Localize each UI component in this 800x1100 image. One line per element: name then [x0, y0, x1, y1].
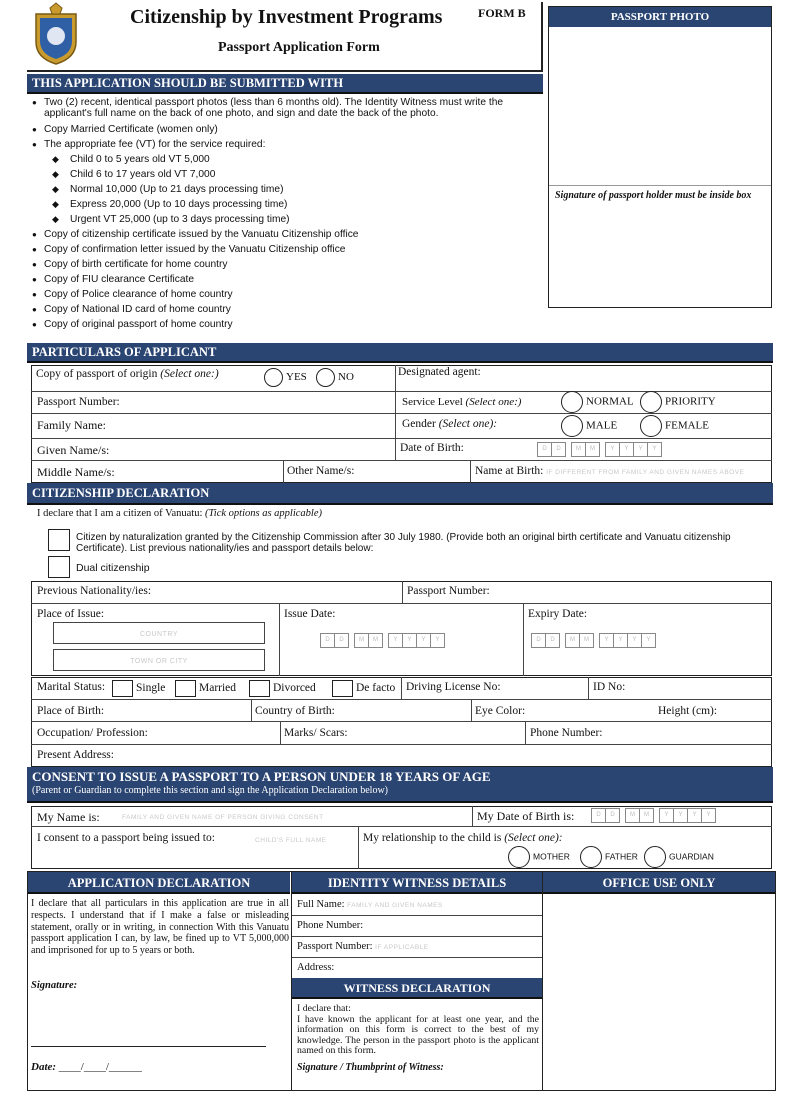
- citizenship-header: [27, 483, 773, 505]
- marks-label: Marks/ Scars:: [284, 727, 348, 739]
- prev-passport-label: Passport Number:: [407, 585, 490, 597]
- father-label: FATHER: [605, 851, 638, 862]
- phone-label: Phone Number:: [530, 727, 603, 739]
- col-divider-i: [588, 677, 589, 699]
- date-digit-box[interactable]: Y: [687, 808, 702, 823]
- name-at-birth-hint: IF DIFFERENT FROM FAMILY AND GIVEN NAMES ABOVE: [546, 469, 745, 476]
- prev-nationality-label: Previous Nationality/ies:: [37, 585, 152, 597]
- office-header: [543, 872, 775, 894]
- service-priority[interactable]: [640, 391, 716, 413]
- date-digit-box[interactable]: Y: [402, 633, 417, 648]
- row-divider-2: [31, 413, 772, 414]
- date-digit-box[interactable]: D: [545, 633, 560, 648]
- service-level-field: [402, 396, 521, 408]
- row-divider-4: [31, 460, 772, 461]
- country-hint: COUNTRY: [140, 631, 178, 638]
- witness-address-field[interactable]: [297, 962, 334, 973]
- row-divider-7: [31, 721, 772, 722]
- date-digit-box[interactable]: Y: [701, 808, 716, 823]
- witness-title: IDENTITY WITNESS DETAILS: [327, 876, 507, 890]
- present-address-label: Present Address:: [37, 749, 114, 761]
- signature-line[interactable]: [31, 1046, 266, 1047]
- witness-signature-label: Signature / Thumbprint of Witness:: [297, 1062, 444, 1073]
- date-digit-box[interactable]: D: [531, 633, 546, 648]
- date-digit-box[interactable]: D: [591, 808, 606, 823]
- particulars-header: [27, 343, 773, 363]
- eye-color-field[interactable]: [475, 705, 525, 717]
- place-of-issue-label: Place of Issue:: [37, 608, 105, 620]
- designated-agent-label: Designated agent:: [398, 366, 481, 378]
- height-label: Height (cm):: [658, 705, 718, 717]
- middle-names-field[interactable]: [37, 465, 115, 480]
- place-of-issue-field: [37, 608, 104, 620]
- col-divider-q: [542, 872, 543, 1090]
- middle-names-label: Middle Name/s:: [37, 465, 115, 479]
- date-digit-box[interactable]: M: [585, 442, 600, 457]
- date-digit-box[interactable]: D: [537, 442, 552, 457]
- height-field[interactable]: [658, 705, 717, 717]
- header-frame-right: [541, 2, 544, 72]
- date-digit-box[interactable]: M: [579, 633, 594, 648]
- relationship-father[interactable]: [580, 846, 638, 868]
- my-dob-boxes[interactable]: [591, 808, 715, 823]
- my-name-hint: FAMILY AND GIVEN NAME OF PERSON GIVING CONSENT: [122, 814, 324, 821]
- id-no-label: ID No:: [593, 681, 626, 693]
- relationship-select-hint: (Select one):: [504, 832, 563, 844]
- relationship-mother[interactable]: [508, 846, 570, 868]
- row-divider-9: [31, 826, 772, 827]
- dob-date-boxes[interactable]: [537, 442, 661, 457]
- expiry-date-label: Expiry Date:: [528, 608, 588, 620]
- col-divider-f: [279, 603, 280, 676]
- col-divider-n: [472, 806, 473, 826]
- requirements-header: [27, 74, 543, 94]
- row-divider-5: [31, 603, 772, 604]
- gender-select-hint: (Select one):: [438, 418, 498, 430]
- child-name-hint: CHILD'S FULL NAME: [255, 837, 327, 844]
- guardian-label: GUARDIAN: [669, 851, 714, 862]
- date-digit-box[interactable]: M: [565, 633, 580, 648]
- signature-note: Signature of passport holder must be inside box: [555, 190, 752, 201]
- my-dob-label: My Date of Birth is:: [477, 809, 575, 823]
- witness-phone-field[interactable]: [297, 920, 363, 931]
- date-digit-box[interactable]: Y: [605, 442, 620, 457]
- marital-married[interactable]: [175, 680, 236, 697]
- citizenship-intro: [37, 508, 322, 519]
- col-divider-h: [401, 677, 402, 699]
- marital-defacto[interactable]: [332, 680, 395, 697]
- phone-field[interactable]: [530, 727, 603, 739]
- female-label: FEMALE: [665, 419, 709, 432]
- gender-female[interactable]: [640, 415, 709, 437]
- witness-decl-title: WITNESS DECLARATION: [343, 981, 491, 995]
- row-divider-6: [31, 699, 772, 700]
- family-name-field[interactable]: [37, 418, 106, 433]
- requirement-item: ◆ Child 6 to 17 years old VT 7,000: [30, 167, 548, 182]
- dob-label: Date of Birth:: [400, 442, 464, 454]
- driving-license-label: Driving License No:: [406, 681, 501, 693]
- prev-passport-field[interactable]: [407, 585, 490, 597]
- particulars-title: PARTICULARS OF APPLICANT: [32, 344, 217, 359]
- present-address-field[interactable]: [37, 749, 114, 761]
- witness-phone-label: Phone Number:: [297, 920, 364, 931]
- row-divider-12: [292, 957, 542, 958]
- dual-citizenship-checkbox[interactable]: [48, 556, 70, 578]
- citizenship-intro-text: I declare that I am a citizen of Vanuatu:: [37, 508, 203, 519]
- date-digit-box[interactable]: Y: [388, 633, 403, 648]
- date-digit-box[interactable]: D: [334, 633, 349, 648]
- town-hint: TOWN OR CITY: [130, 658, 188, 665]
- place-of-birth-label: Place of Birth:: [37, 705, 105, 717]
- single-label: Single: [136, 682, 166, 695]
- witness-name-label: Full Name:: [297, 899, 345, 910]
- driving-license-field[interactable]: [406, 681, 501, 693]
- consent-title: CONSENT TO ISSUE A PASSPORT TO A PERSON UNDER 18 YEARS OF AGE: [32, 769, 491, 784]
- no-radio[interactable]: [316, 368, 335, 387]
- col-divider-a: [395, 365, 396, 438]
- yes-radio[interactable]: [264, 368, 283, 387]
- requirement-item: ● Copy of original passport of home country: [30, 317, 548, 332]
- citizenship-title: CITIZENSHIP DECLARATION: [32, 485, 210, 500]
- row-divider-8: [31, 744, 772, 745]
- requirements-list: [30, 97, 548, 332]
- date-digit-box[interactable]: M: [354, 633, 369, 648]
- consent-child-label: I consent to a passport being issued to:: [37, 832, 215, 844]
- col-divider-m: [525, 721, 526, 744]
- service-level-label: Service Level: [402, 396, 463, 408]
- form-label: FORM B: [478, 6, 526, 20]
- passport-number-field[interactable]: [37, 396, 120, 408]
- family-name-label: Family Name:: [37, 418, 106, 432]
- other-names-label: Other Name/s:: [287, 465, 355, 477]
- passport-number-label: Passport Number:: [37, 396, 120, 408]
- marital-single[interactable]: [112, 680, 165, 697]
- marks-field[interactable]: [284, 727, 348, 739]
- copy-passport-yes[interactable]: [264, 368, 307, 387]
- issue-date-field: [284, 608, 335, 620]
- row-divider-3: [31, 438, 772, 439]
- consent-header: [27, 767, 773, 803]
- requirement-item: ● Copy of National ID card of home country: [30, 302, 548, 317]
- date-digit-box[interactable]: M: [368, 633, 383, 648]
- date-digit-box[interactable]: Y: [619, 442, 634, 457]
- prev-nationality-field[interactable]: [37, 585, 151, 597]
- witness-passport-hint: IF APPLICABLE: [375, 944, 429, 951]
- requirement-item: ● Two (2) recent, identical passport photos (less than 6 months old). The Identity Witness must write the applicant's full name on the back of one photo, and sign and date the back of the photo.: [30, 97, 548, 119]
- naturalization-checkbox[interactable]: [48, 529, 70, 551]
- name-at-birth-field[interactable]: [475, 465, 744, 477]
- citizenship-intro-hint: (Tick options as applicable): [205, 508, 322, 519]
- expiry-date-field: [528, 608, 587, 620]
- date-digit-box[interactable]: Y: [430, 633, 445, 648]
- witness-decl-text: I declare that: I have known the applicant for at least one year, and the information on this form is correct to the best of my knowledge. The person in the passport photo is the applicant named on this form.: [297, 1003, 539, 1056]
- office-title: OFFICE USE ONLY: [602, 876, 716, 890]
- my-dob-field: [477, 809, 574, 824]
- defacto-label: De facto: [356, 682, 396, 695]
- gender-label: Gender: [402, 418, 436, 430]
- relationship-label: My relationship to the child is: [363, 832, 502, 844]
- date-digit-box[interactable]: M: [639, 808, 654, 823]
- requirements-title: THIS APPLICATION SHOULD BE SUBMITTED WITH: [32, 75, 344, 90]
- witness-name-field[interactable]: [297, 899, 443, 910]
- dob-field: [400, 442, 464, 454]
- no-label: NO: [338, 371, 354, 384]
- declaration-header: [28, 872, 290, 894]
- designated-agent-field[interactable]: [398, 366, 481, 378]
- signature-divider: [549, 185, 771, 186]
- col-divider-g: [523, 603, 524, 676]
- row-divider-10: [292, 915, 542, 916]
- date-digit-box[interactable]: Y: [613, 633, 628, 648]
- date-digit-box[interactable]: Y: [673, 808, 688, 823]
- row-divider-11: [292, 936, 542, 937]
- witness-address-label: Address:: [297, 962, 335, 973]
- witness-name-hint: FAMILY AND GIVEN NAMES: [347, 902, 443, 909]
- requirement-item: ● The appropriate fee (VT) for the service required:: [30, 137, 548, 152]
- witness-decl-header: [292, 978, 542, 999]
- service-select-hint: (Select one:): [465, 396, 522, 408]
- date-digit-box[interactable]: M: [571, 442, 586, 457]
- consent-child-field[interactable]: [37, 832, 215, 844]
- date-digit-box[interactable]: D: [320, 633, 335, 648]
- country-of-birth-label: Country of Birth:: [255, 705, 335, 717]
- other-names-field[interactable]: [287, 465, 354, 477]
- col-divider-d: [470, 460, 471, 483]
- col-divider-b: [395, 438, 396, 460]
- header-frame: [27, 70, 543, 73]
- dual-citizenship-label: Dual citizenship: [76, 562, 150, 574]
- marital-status-label: Marital Status:: [37, 681, 106, 693]
- page-title: Citizenship by Investment Programs: [130, 6, 443, 28]
- page-subtitle: Passport Application Form: [218, 40, 380, 55]
- requirement-item: ● Copy of FIU clearance Certificate: [30, 272, 548, 287]
- requirement-item: ◆ Child 0 to 5 years old VT 5,000: [30, 152, 548, 167]
- gender-field: [402, 418, 497, 430]
- passport-photo-box[interactable]: [548, 6, 772, 308]
- date-digit-box[interactable]: D: [551, 442, 566, 457]
- copy-passport-label: Copy of passport of origin: [36, 368, 158, 380]
- given-names-label: Given Name/s:: [37, 443, 110, 457]
- col-divider-c: [283, 460, 284, 483]
- declaration-title: APPLICATION DECLARATION: [67, 876, 251, 890]
- date-blank: ____/____/______: [58, 1061, 142, 1073]
- town-input[interactable]: [53, 649, 265, 671]
- copy-passport-no[interactable]: [316, 368, 354, 387]
- country-input[interactable]: [53, 622, 265, 644]
- male-label: MALE: [586, 419, 618, 432]
- requirement-item: ◆ Normal 10,000 (Up to 21 days processing time): [30, 182, 548, 197]
- expiry-date-boxes[interactable]: [531, 633, 655, 648]
- col-divider-o: [358, 826, 359, 869]
- requirement-item: ◆ Urgent VT 25,000 (up to 3 days processing time): [30, 212, 548, 227]
- col-divider-l: [280, 721, 281, 744]
- married-label: Married: [199, 682, 237, 695]
- requirement-item: ● Copy of citizenship certificate issued by the Vanuatu Citizenship office: [30, 227, 548, 242]
- occupation-field[interactable]: [37, 727, 148, 739]
- date-digit-box[interactable]: Y: [627, 633, 642, 648]
- country-of-birth-field[interactable]: [255, 705, 335, 717]
- service-normal[interactable]: [561, 391, 634, 413]
- col-divider-k: [471, 699, 472, 721]
- date-digit-box[interactable]: Y: [599, 633, 614, 648]
- eye-color-label: Eye Color:: [475, 705, 526, 717]
- signature-label: Signature:: [31, 980, 78, 991]
- normal-label: NORMAL: [586, 395, 634, 408]
- requirement-item: ● Copy of confirmation letter issued by the Vanuatu Citizenship office: [30, 242, 548, 257]
- given-names-field[interactable]: [37, 443, 109, 458]
- date-field[interactable]: [31, 1061, 142, 1073]
- mother-label: MOTHER: [533, 851, 570, 862]
- occupation-label: Occupation/ Profession:: [37, 727, 148, 739]
- requirement-item: ● Copy of Police clearance of home country: [30, 287, 548, 302]
- witness-passport-field[interactable]: [297, 941, 429, 952]
- my-name-field[interactable]: [37, 810, 100, 825]
- requirement-item: ● Copy Married Certificate (women only): [30, 122, 548, 137]
- name-at-birth-label: Name at Birth:: [475, 465, 544, 477]
- col-divider-e: [402, 581, 403, 603]
- date-digit-box[interactable]: Y: [659, 808, 674, 823]
- select-one-hint: (Select one:): [160, 368, 219, 380]
- date-digit-box[interactable]: Y: [633, 442, 648, 457]
- date-digit-box[interactable]: Y: [641, 633, 656, 648]
- issue-date-label: Issue Date:: [284, 608, 336, 620]
- witness-passport-label: Passport Number:: [297, 941, 373, 952]
- naturalization-text: Citizen by naturalization granted by the Citizenship Commission after 30 July 1980. (Provide both an original birth certificate and Vanuatu citizenship Certificate). List previous nationality/ies and passport details below:: [76, 532, 731, 554]
- my-name-label: My Name is:: [37, 810, 100, 824]
- date-digit-box[interactable]: M: [625, 808, 640, 823]
- divorced-label: Divorced: [273, 682, 316, 695]
- issue-date-boxes[interactable]: [320, 633, 444, 648]
- id-no-field[interactable]: [593, 681, 625, 693]
- declaration-text: I declare that all particulars in this application are true in all respects. I understand that if I make a false or misleading statement, orally or in writing, in connection With this Vanuatu passport application I can, by law, be fined up to VT 5,000,000 and imprisoned for up to 5 years or both.: [31, 898, 289, 957]
- requirement-item: ◆ Express 20,000 (Up to 10 days processing time): [30, 197, 548, 212]
- date-label: Date:: [31, 1061, 57, 1073]
- emblem-logo: [30, 2, 82, 66]
- col-divider-j: [251, 699, 252, 721]
- relationship-field: [363, 832, 563, 844]
- date-digit-box[interactable]: Y: [647, 442, 662, 457]
- gender-male[interactable]: [561, 415, 617, 437]
- priority-label: PRIORITY: [665, 395, 716, 408]
- relationship-guardian[interactable]: [644, 846, 714, 868]
- witness-header: [292, 872, 542, 894]
- date-digit-box[interactable]: Y: [416, 633, 431, 648]
- marital-divorced[interactable]: [249, 680, 316, 697]
- passport-photo-title: PASSPORT PHOTO: [549, 7, 771, 27]
- requirement-item: ● Copy of birth certificate for home country: [30, 257, 548, 272]
- place-of-birth-field[interactable]: [37, 705, 104, 717]
- date-digit-box[interactable]: D: [605, 808, 620, 823]
- yes-label: YES: [286, 371, 307, 384]
- consent-subtitle: (Parent or Guardian to complete this section and sign the Application Declaration below): [32, 785, 389, 796]
